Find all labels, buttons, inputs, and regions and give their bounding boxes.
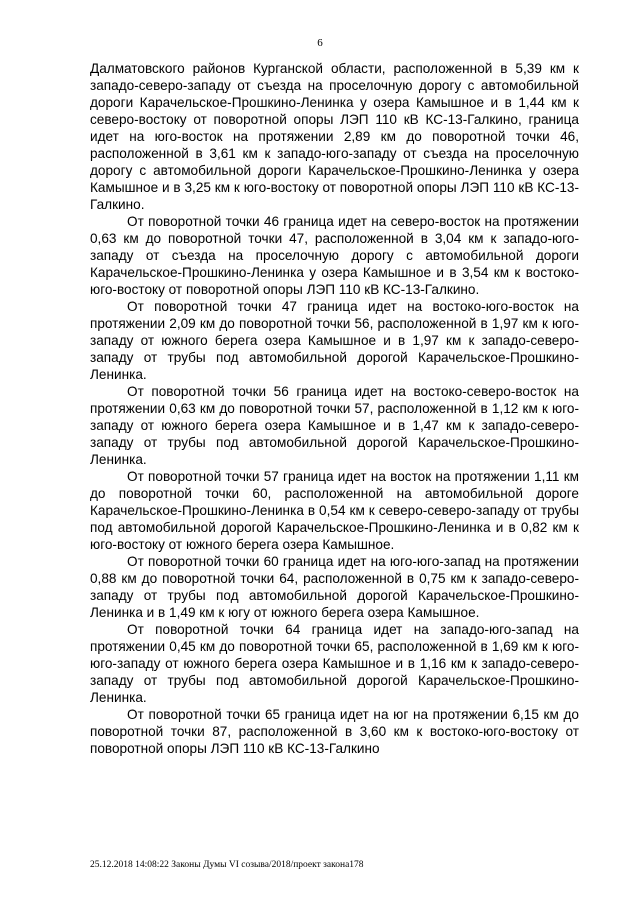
paragraph: Далматовского районов Курганской области, расположенной в 5,39 км к западо-северо-западу от съезда на проселочную дорогу с автомобильной дороги Карачельское-Прошкино-Ленинка у озера Камышное и в 1,44 км к северо-востоку от поворотной опоры ЛЭП 110 кВ КС-13-Галкино, граница идет на юго-восток на протяжении 2,89 км до поворотной точки 46, расположенной в 3,61 км к западо-югo-западу от съезда на проселочную дорогу с автомобильной дороги Карачельское-Прошкино-Ленинка у озера Камышное и в 3,25 км к юго-востоку от поворотной опоры ЛЭП 110 кВ КС-13-Галкино.	[90, 61, 579, 212]
paragraph: От поворотной точки 47 граница идет на востоко-юго-восток на протяжении 2,09 км до поворотной точки 56, расположенной в 1,97 км к юго-западу от южного берега озера Камышное и в 1,97 км к западо-северо-западу от трубы под автомобильной дорогой Карачельское-Прошкино-Ленинка.	[90, 299, 579, 382]
paragraph: От поворотной точки 46 граница идет на северо-восток на протяжении 0,63 км до поворотной точки 47, расположенной в 3,04 км к западо-юго-западу от съезда на проселочную дорогу с автомобильной дороги Карачельское-Прошкино-Ленинка у озера Камышное и в 3,54 км к востоко-юго-востоку от поворотной опоры ЛЭП 110 кВ КС-13-Галкино.	[90, 214, 579, 297]
paragraph: От поворотной точки 65 граница идет на юг на протяжении 6,15 км до поворотной точки 87, расположенной в 3,60 км к востоко-юго-востоку от поворотной опоры ЛЭП 110 кВ КС-13-Галкино	[90, 707, 579, 756]
paragraph: От поворотной точки 64 граница идет на западо-юго-запад на протяжении 0,45 км до поворотной точки 65, расположенной в 1,69 км к юго-юго-западу от южного берега озера Камышное и в 1,16 км к западо-северо-западу от трубы под автомобильной дорогой Карачельское-Прошкино-Ленинка.	[90, 622, 579, 705]
paragraph: От поворотной точки 57 граница идет на восток на протяжении 1,11 км до поворотной точки 60, расположенной на автомобильной дороге Карачельское-Прошкино-Ленинка в 0,54 км к северо-северо-западу от трубы под автомобильной дорогой Карачельское-Прошкино-Ленинка и в 0,82 км к юго-востоку от южного берега озера Камышное.	[90, 469, 579, 552]
page-number: 6	[317, 37, 323, 49]
document-footer: 25.12.2018 14:08:22 Законы Думы VI созыва/2018/проект закона178	[90, 860, 364, 870]
document-body	[90, 60, 579, 757]
paragraph: От поворотной точки 60 граница идет на юго-юго-запад на протяжении 0,88 км до поворотной точки 64, расположенной в 0,75 км к западо-северо-западу от трубы под автомобильной дорогой Карачельское-Прошкино-Ленинка и в 1,49 км к югу от южного берега озера Камышное.	[90, 554, 579, 620]
paragraph: От поворотной точки 56 граница идет на востоко-северо-восток на протяжении 0,63 км до поворотной точки 57, расположенной в 1,12 км к юго-западу от южного берега озера Камышное и в 1,47 км к западо-северо-западу от трубы под автомобильной дорогой Карачельское-Прошкино-Ленинка.	[90, 384, 579, 467]
